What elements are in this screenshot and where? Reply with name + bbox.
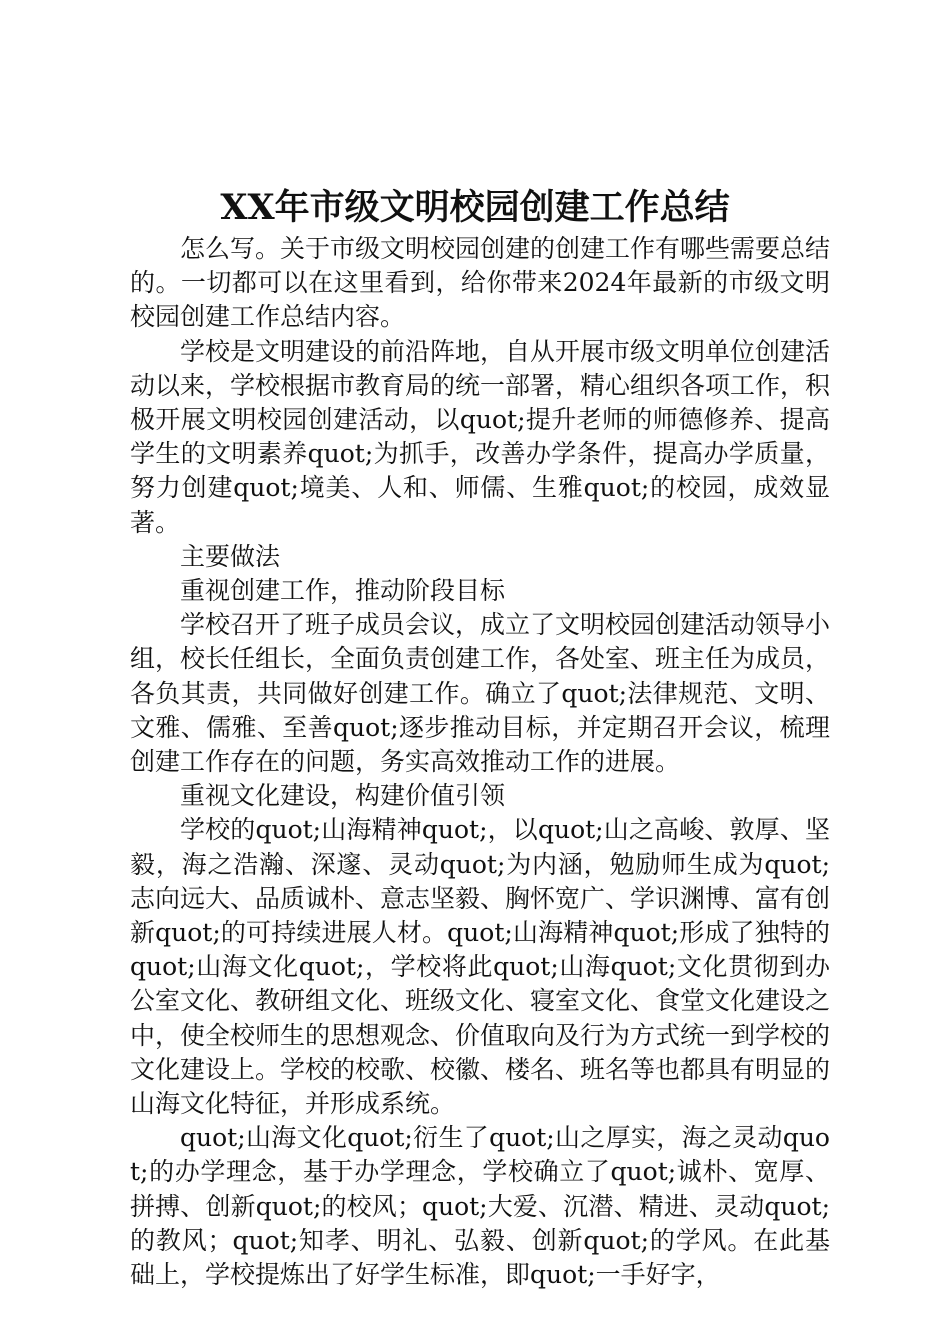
subheading-culture-building: 重视文化建设，构建价值引领 [180,781,506,811]
section-heading-main-practices: 主要做法 [180,541,281,571]
paragraph-leadership-group: 学校召开了班子成员会议，成立了文明校园创建活动领导小组，校长任组长，全面负责创建工作，各处室、班主任为成员，各负其责，共同做好创建工作。确立了quot;法律规范、文明、文雅、儒雅、至善quot;逐步推动目标，并定期召开会议，梳理创建工作存在的问题，务实高效推动工作的进展。 [130,610,831,777]
paragraph-shanhai-spirit: 学校的quot;山海精神quot;，以quot;山之高峻、敦厚、坚毅，海之浩瀚、深邃、灵动quot;为内涵，勉励师生成为quot;志向远大、品质诚朴、意志坚毅、胸怀宽广、学识渊博、富有创新quot;的可持续进展人材。quot;山海精神quot;形成了独特的quot;山海文化quot;，学校将此quot;山海quot;文化贯彻到办公室文化、教研组文化、班级文化、寝室文化、食堂文化建设之中，使全校师生的思想观念、价值取向及行为方式统一到学校的文化建设上。学校的校歌、校徽、楼名、班名等也都具有明显的山海文化特征，并形成系统。 [130,815,831,1119]
paragraph-school-philosophy: quot;山海文化quot;衍生了quot;山之厚实，海之灵动quot;的办学理念，基于办学理念，学校确立了quot;诚朴、宽厚、拼搏、创新quot;的校风；quot;大爱、沉潜、精进、灵动quot;的教风；quot;知孝、明礼、弘毅、创新quot;的学风。在此基础上，学校提炼出了好学生标准，即quot;一手好字， [130,1123,830,1290]
paragraph-intro: 怎么写。关于市级文明校园创建的创建工作有哪些需要总结的。一切都可以在这里看到，给你带来2024年最新的市级文明校园创建工作总结内容。 [130,234,831,332]
subheading-creation-work: 重视创建工作，推动阶段目标 [180,576,506,606]
document-title: XX年市级文明校园创建工作总结 [220,187,730,228]
paragraph-overview: 学校是文明建设的前沿阵地，自从开展市级文明单位创建活动以来，学校根据市教育局的统一部署，精心组织各项工作，积极开展文明校园创建活动，以quot;提升老师的师德修养、提高学生的文明素养quot;为抓手，改善办学条件，提高办学质量，努力创建quot;境美、人和、师儒、生雅quot;的校园，成效显著。 [130,336,831,537]
document-body [130,232,830,1292]
